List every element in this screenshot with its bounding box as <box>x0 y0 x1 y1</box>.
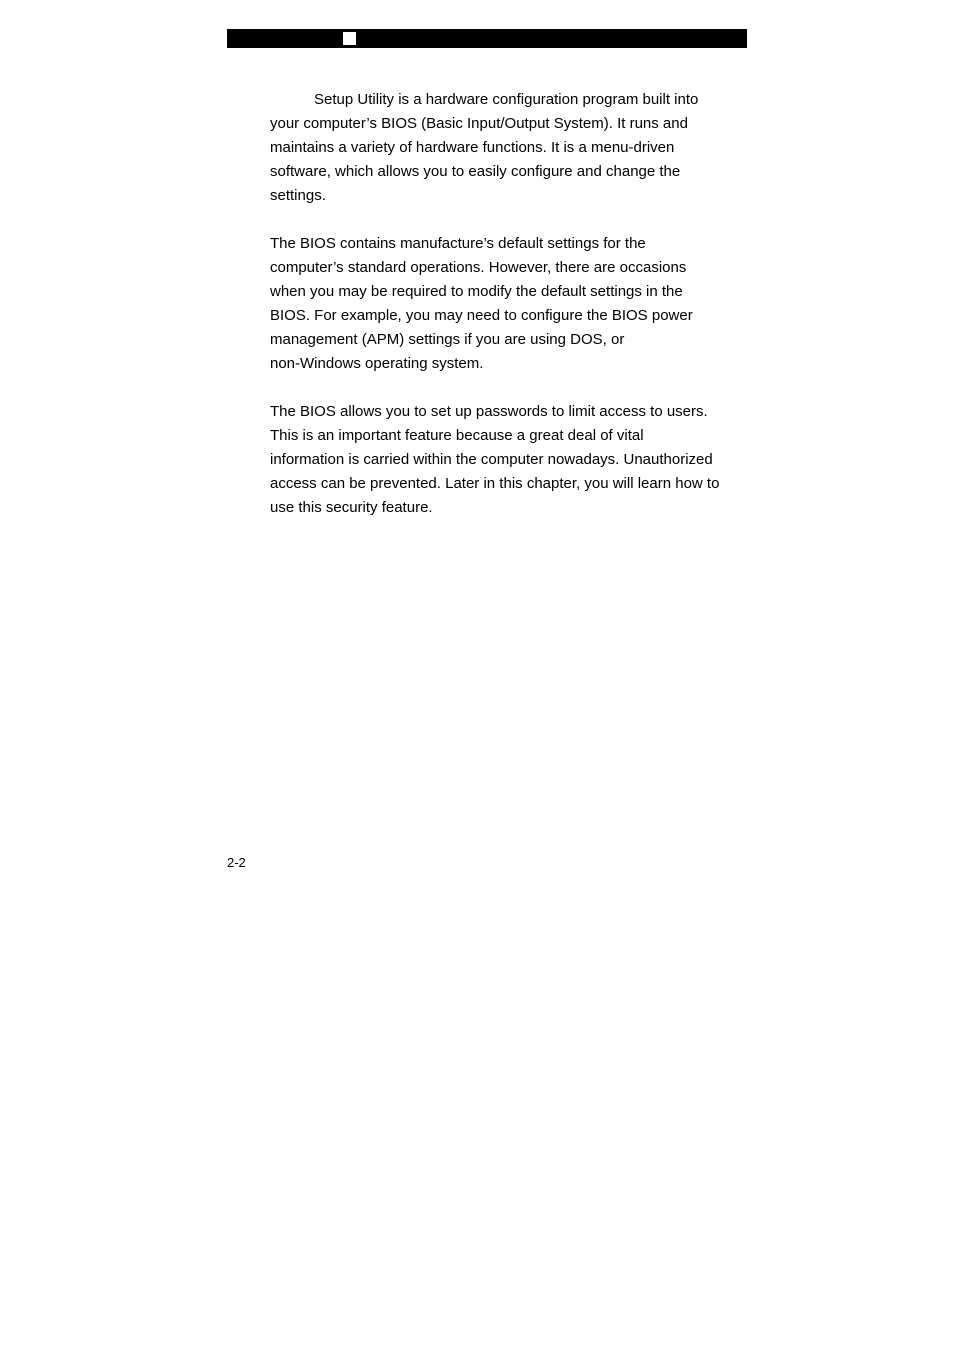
paragraph-line: non-Windows operating system. <box>270 355 484 372</box>
paragraph-line: your computer’s BIOS (Basic Input/Output System). It runs and <box>270 115 688 132</box>
paragraph-line: management (APM) settings if you are using DOS, or <box>270 331 625 348</box>
paragraph-intro <box>270 88 754 208</box>
header-bar <box>227 29 747 48</box>
paragraph-line: The BIOS allows you to set up passwords to limit access to users. <box>270 403 708 420</box>
paragraph-line: software, which allows you to easily configure and change the <box>270 163 681 180</box>
body-text <box>270 88 754 544</box>
paragraph-line: access can be prevented. Later in this chapter, you will learn how to <box>270 475 720 492</box>
paragraph-line: Setup Utility is a hardware configuration program built into <box>314 91 699 108</box>
paragraph-line: use this security feature. <box>270 499 433 516</box>
paragraph-line: The BIOS contains manufacture’s default settings for the <box>270 235 646 252</box>
page-number: 2-2 <box>227 855 246 870</box>
paragraph-line: when you may be required to modify the default settings in the <box>270 283 683 300</box>
header-square-marker <box>343 32 356 45</box>
paragraph-line: maintains a variety of hardware functions. It is a menu-driven <box>270 139 675 156</box>
paragraph-default-settings <box>270 232 754 376</box>
paragraph-line: This is an important feature because a great deal of vital <box>270 427 644 444</box>
paragraph-line: computer’s standard operations. However, there are occasions <box>270 259 687 276</box>
paragraph-passwords <box>270 400 754 520</box>
paragraph-line: information is carried within the computer nowadays. Unauthorized <box>270 451 713 468</box>
paragraph-line: settings. <box>270 187 326 204</box>
paragraph-line: BIOS. For example, you may need to configure the BIOS power <box>270 307 693 324</box>
